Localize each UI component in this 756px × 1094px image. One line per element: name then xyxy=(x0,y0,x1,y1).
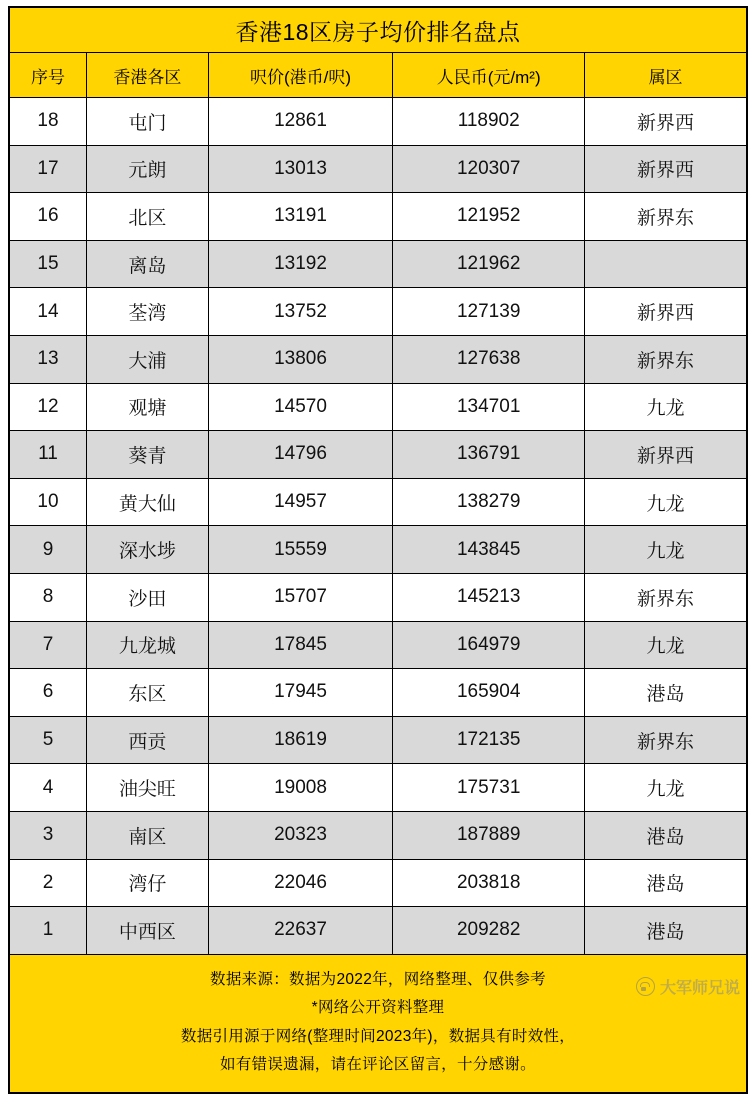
cell-price-rmb: 165904 xyxy=(393,669,585,717)
cell-price-rmb: 127139 xyxy=(393,288,585,336)
cell-district: 九龙城 xyxy=(86,621,208,669)
cell-price-hkd: 20323 xyxy=(208,811,393,859)
cell-region: 港岛 xyxy=(585,859,747,907)
cell-district: 黄大仙 xyxy=(86,478,208,526)
cell-region xyxy=(585,240,747,288)
cell-district: 油尖旺 xyxy=(86,764,208,812)
cell-region: 九龙 xyxy=(585,621,747,669)
cell-price-rmb: 203818 xyxy=(393,859,585,907)
cell-price-hkd: 13806 xyxy=(208,335,393,383)
cell-price-hkd: 15559 xyxy=(208,526,393,574)
cell-region: 新界西 xyxy=(585,431,747,479)
table-row xyxy=(9,478,747,526)
table-row xyxy=(9,526,747,574)
cell-rank: 10 xyxy=(9,478,86,526)
table-row xyxy=(9,335,747,383)
table-row xyxy=(9,764,747,812)
cell-price-rmb: 143845 xyxy=(393,526,585,574)
cell-price-hkd: 22637 xyxy=(208,907,393,955)
watermark-text: 大军师兄说 xyxy=(659,980,740,997)
cell-region: 九龙 xyxy=(585,383,747,431)
cell-region: 港岛 xyxy=(585,669,747,717)
cell-district: 西贡 xyxy=(86,716,208,764)
cell-region: 港岛 xyxy=(585,811,747,859)
cell-district: 荃湾 xyxy=(86,288,208,336)
cell-price-rmb: 209282 xyxy=(393,907,585,955)
cell-region: 新界西 xyxy=(585,145,747,193)
cell-price-hkd: 22046 xyxy=(208,859,393,907)
cell-region: 新界东 xyxy=(585,573,747,621)
cell-region: 九龙 xyxy=(585,526,747,574)
column-header-row xyxy=(9,53,747,98)
cell-price-rmb: 120307 xyxy=(393,145,585,193)
cell-price-rmb: 134701 xyxy=(393,383,585,431)
table-row xyxy=(9,193,747,241)
cell-price-rmb: 187889 xyxy=(393,811,585,859)
cell-rank: 12 xyxy=(9,383,86,431)
cell-price-rmb: 172135 xyxy=(393,716,585,764)
column-header-region: 属区 xyxy=(585,53,747,98)
cell-rank: 14 xyxy=(9,288,86,336)
cell-region: 新界东 xyxy=(585,335,747,383)
cell-district: 屯门 xyxy=(86,98,208,146)
cell-district: 葵青 xyxy=(86,431,208,479)
cell-price-rmb: 118902 xyxy=(393,98,585,146)
cell-region: 九龙 xyxy=(585,764,747,812)
footer-line-1: 数据来源：数据为2022年，网络整理、仅供参考 xyxy=(210,971,546,989)
table-row xyxy=(9,288,747,336)
cell-rank: 17 xyxy=(9,145,86,193)
cell-district: 深水埗 xyxy=(86,526,208,574)
cell-price-rmb: 164979 xyxy=(393,621,585,669)
cell-rank: 11 xyxy=(9,431,86,479)
price-ranking-table xyxy=(8,6,748,1094)
table-row xyxy=(9,716,747,764)
cell-region: 新界东 xyxy=(585,193,747,241)
column-header-price-hkd: 呎价(港币/呎) xyxy=(208,53,393,98)
cell-price-rmb: 136791 xyxy=(393,431,585,479)
title-row xyxy=(9,7,747,53)
cell-rank: 8 xyxy=(9,573,86,621)
table-row xyxy=(9,669,747,717)
footer-line-3: 数据引用源于网络(整理时间2023年)，数据具有时效性， xyxy=(180,1027,576,1045)
cell-district: 湾仔 xyxy=(86,859,208,907)
cell-price-rmb: 121952 xyxy=(393,193,585,241)
column-header-district: 香港各区 xyxy=(86,53,208,98)
table-row xyxy=(9,573,747,621)
cell-price-hkd: 17945 xyxy=(208,669,393,717)
cell-price-rmb: 121962 xyxy=(393,240,585,288)
cell-district: 东区 xyxy=(86,669,208,717)
table-row xyxy=(9,907,747,955)
table-header xyxy=(9,7,747,98)
table-row xyxy=(9,859,747,907)
cell-rank: 15 xyxy=(9,240,86,288)
user-avatar-icon xyxy=(636,977,655,996)
table-row xyxy=(9,240,747,288)
cell-region: 新界西 xyxy=(585,98,747,146)
table-row xyxy=(9,431,747,479)
column-header-price-rmb: 人民币(元/m²) xyxy=(393,53,585,98)
cell-price-hkd: 19008 xyxy=(208,764,393,812)
table-row xyxy=(9,383,747,431)
cell-price-rmb: 175731 xyxy=(393,764,585,812)
cell-district: 观塘 xyxy=(86,383,208,431)
cell-rank: 3 xyxy=(9,811,86,859)
watermark xyxy=(636,975,740,998)
cell-rank: 16 xyxy=(9,193,86,241)
cell-price-rmb: 138279 xyxy=(393,478,585,526)
cell-price-hkd: 13191 xyxy=(208,193,393,241)
cell-rank: 5 xyxy=(9,716,86,764)
cell-price-rmb: 145213 xyxy=(393,573,585,621)
cell-price-hkd: 12861 xyxy=(208,98,393,146)
cell-price-hkd: 14796 xyxy=(208,431,393,479)
table-row xyxy=(9,621,747,669)
cell-rank: 6 xyxy=(9,669,86,717)
cell-rank: 18 xyxy=(9,98,86,146)
cell-price-hkd: 13192 xyxy=(208,240,393,288)
table-row xyxy=(9,811,747,859)
cell-district: 元朗 xyxy=(86,145,208,193)
cell-district: 大浦 xyxy=(86,335,208,383)
cell-region: 九龙 xyxy=(585,478,747,526)
cell-price-hkd: 13752 xyxy=(208,288,393,336)
cell-district: 中西区 xyxy=(86,907,208,955)
cell-price-hkd: 15707 xyxy=(208,573,393,621)
cell-region: 新界东 xyxy=(585,716,747,764)
cell-price-hkd: 18619 xyxy=(208,716,393,764)
cell-price-hkd: 13013 xyxy=(208,145,393,193)
table-row xyxy=(9,98,747,146)
table-row xyxy=(9,145,747,193)
cell-region: 港岛 xyxy=(585,907,747,955)
cell-rank: 1 xyxy=(9,907,86,955)
footer-line-2: *网络公开资料整理 xyxy=(311,999,445,1017)
cell-rank: 2 xyxy=(9,859,86,907)
cell-district: 沙田 xyxy=(86,573,208,621)
cell-district: 离岛 xyxy=(86,240,208,288)
footer-line-4: 如有错误遗漏，请在评论区留言，十分感谢。 xyxy=(219,1055,536,1073)
cell-price-hkd: 17845 xyxy=(208,621,393,669)
column-header-rank: 序号 xyxy=(9,53,86,98)
cell-price-rmb: 127638 xyxy=(393,335,585,383)
cell-region: 新界西 xyxy=(585,288,747,336)
cell-price-hkd: 14957 xyxy=(208,478,393,526)
cell-rank: 9 xyxy=(9,526,86,574)
cell-district: 北区 xyxy=(86,193,208,241)
cell-price-hkd: 14570 xyxy=(208,383,393,431)
cell-rank: 7 xyxy=(9,621,86,669)
page-title: 香港18区房子均价排名盘点 xyxy=(9,7,747,53)
cell-district: 南区 xyxy=(86,811,208,859)
table-body xyxy=(9,98,747,955)
cell-rank: 13 xyxy=(9,335,86,383)
cell-rank: 4 xyxy=(9,764,86,812)
